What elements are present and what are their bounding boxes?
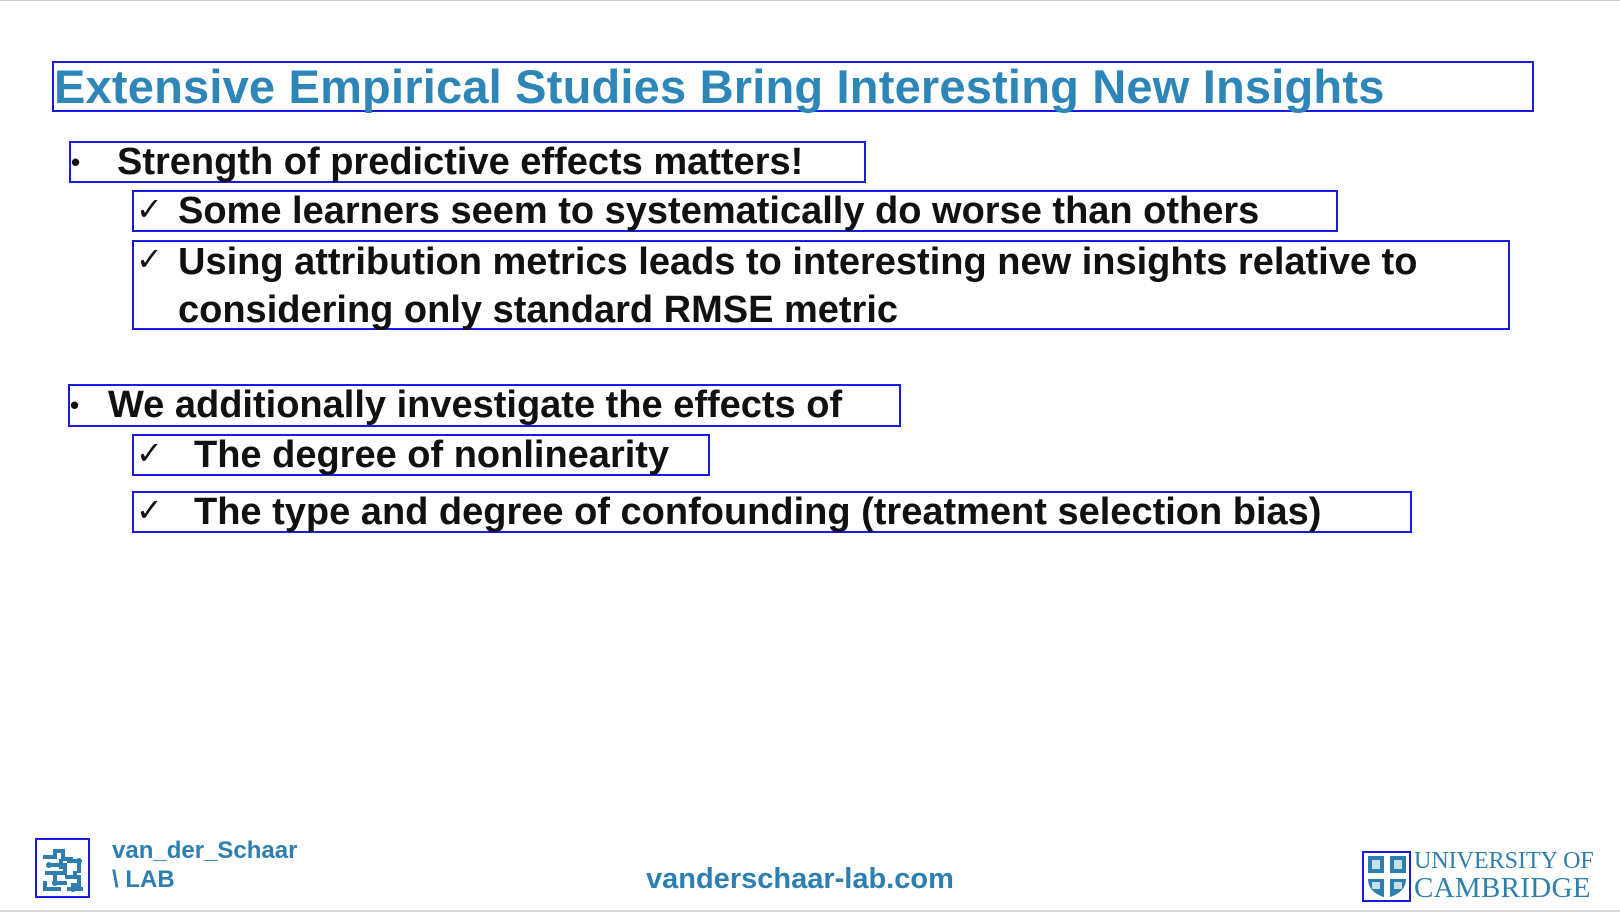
bullet-marker: • [71,147,81,177]
sub-bullet-item [132,240,1510,330]
bullet-item [69,141,866,183]
university-wordmark [1414,848,1594,902]
checkmark-icon: ✓ [136,435,163,471]
cambridge-shield-icon [1362,851,1411,902]
bullet-text: We additionally investigate the effects of [108,384,843,426]
sub-bullet-item [132,491,1412,533]
shield-graphic [1367,855,1407,899]
university-line1: UNIVERSITY OF [1414,848,1594,874]
sub-bullet-text: The degree of nonlinearity [194,434,670,476]
bullet-marker: • [70,390,80,420]
bullet-item [68,384,901,427]
lab-name [112,836,297,894]
sub-bullet-item [132,190,1338,232]
bullet-text: Strength of predictive effects matters! [117,141,804,183]
lab-logo-graphic [39,843,87,895]
lab-name-line1: van_der_Schaar [112,837,298,864]
sub-bullet-item [132,434,710,476]
checkmark-icon: ✓ [136,241,163,277]
website-link[interactable]: vanderschaar-lab.com [646,863,954,895]
university-line2: CAMBRIDGE [1414,872,1591,904]
checkmark-icon: ✓ [136,492,163,528]
slide-title: Extensive Empirical Studies Bring Interesting New Insights [52,61,1534,112]
lab-name-line2: \ LAB [112,866,175,893]
sub-bullet-text: The type and degree of confounding (treatment selection bias) [194,491,1322,533]
top-rule [0,0,1620,1]
checkmark-icon: ✓ [136,191,163,227]
sub-bullet-text: Some learners seem to systematically do worse than others [178,190,1260,232]
sub-bullet-text: Using attribution metrics leads to interesting new insights relative to considering only standard RMSE metric [178,241,1418,331]
lab-brain-circuit-icon [35,838,90,898]
